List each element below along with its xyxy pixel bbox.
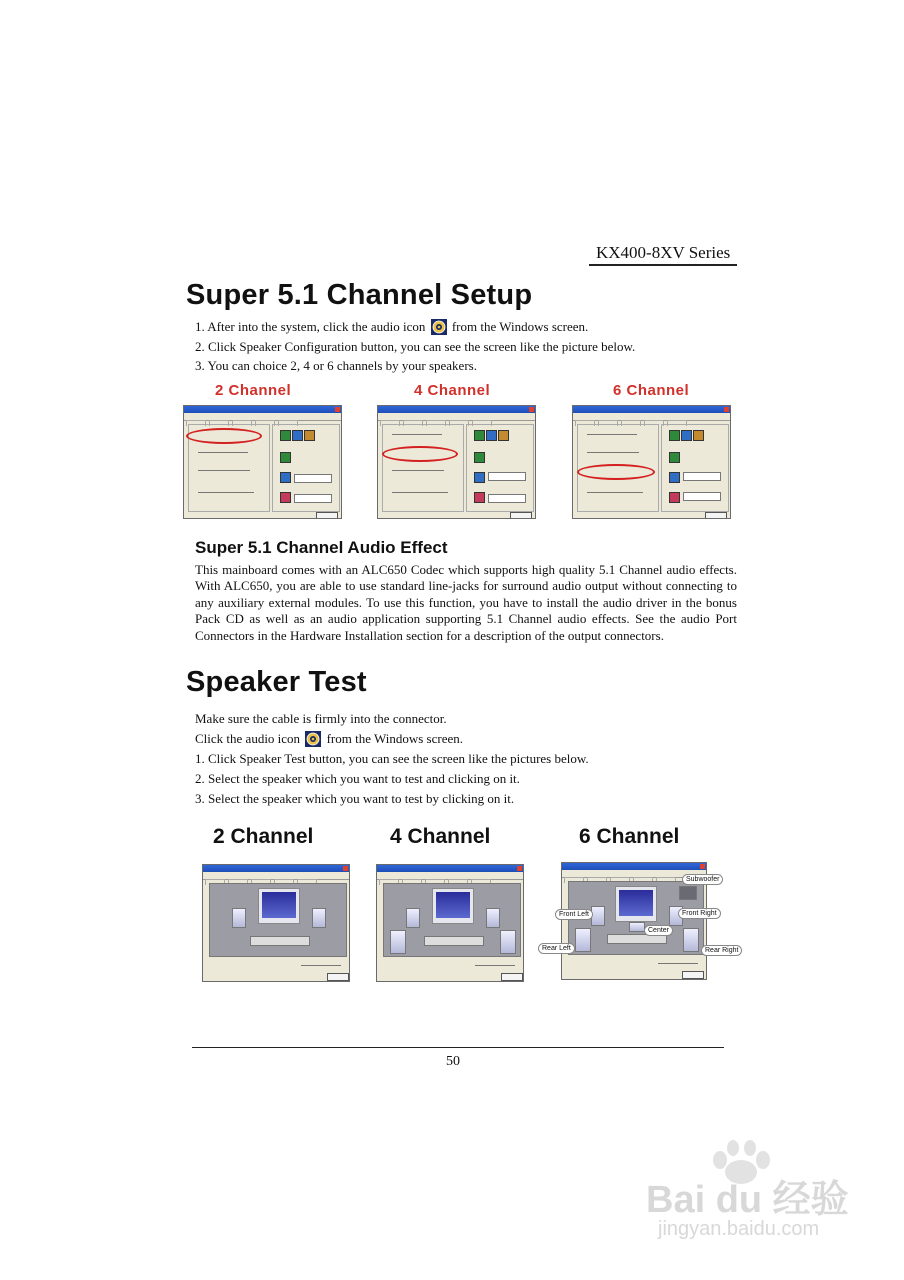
series-title: KX400-8XV Series <box>596 243 731 262</box>
callout-rear-right: Rear Right <box>701 945 742 956</box>
footer-rule <box>192 1047 724 1048</box>
speaker-config-screenshot-4ch <box>377 405 536 519</box>
speaker-config-screenshot-6ch <box>572 405 731 519</box>
speaker-test-step-3: 3. Select the speaker which you want to test by clicking on it. <box>195 791 515 806</box>
section-title-speaker-test: Speaker Test <box>186 666 367 698</box>
audio-speaker-icon <box>431 319 447 335</box>
callout-rear-left: Rear Left <box>538 943 575 954</box>
section-title-audio-effect: Super 5.1 Channel Audio Effect <box>195 538 448 557</box>
speaker-config-screenshot-2ch <box>183 405 342 519</box>
setup-label-4-channel: 4 Channel <box>414 382 491 399</box>
audio-effect-paragraph: This mainboard comes with an ALC650 Codec which supports high quality 5.1 Channel audio effects. With ALC650, you are able to use standard line-jacks for surround audio output without connecting to any auxiliary external modules. To use this function, you have to install the audio driver in the bonus Pack CD as well as an audio application supporting 5.1 Channel audio effects. See the audio Port Connectors in the Hardware Installation section for a description of the output connectors. <box>195 562 737 643</box>
callout-center: Center <box>644 925 673 936</box>
speaker-test-line-1: Make sure the cable is firmly into the connector. <box>195 711 447 726</box>
page-number: 50 <box>446 1054 460 1069</box>
speaker-test-step-1: 1. Click Speaker Test button, you can see the screen like the pictures below. <box>195 751 589 766</box>
speaker-test-screenshot-2ch <box>202 864 350 982</box>
setup-step-1: 1. After into the system, click the audio icon from the Windows screen. <box>195 319 589 334</box>
watermark-brand: Bai du 经验 <box>646 1179 849 1221</box>
setup-label-2-channel: 2 Channel <box>215 382 292 399</box>
watermark-url: jingyan.baidu.com <box>658 1218 820 1240</box>
setup-step-2: 2. Click Speaker Configuration button, you can see the screen like the picture below. <box>195 339 636 354</box>
speaker-test-screenshot-4ch <box>376 864 524 982</box>
audio-speaker-icon <box>305 731 321 747</box>
test-label-2-channel: 2 Channel <box>213 825 314 848</box>
series-underline <box>589 264 737 266</box>
section-title-setup: Super 5.1 Channel Setup <box>186 279 533 311</box>
callout-subwoofer: Subwoofer <box>682 874 723 885</box>
test-label-4-channel: 4 Channel <box>390 825 491 848</box>
speaker-test-step-2: 2. Select the speaker which you want to test and clicking on it. <box>195 771 520 786</box>
speaker-test-line-2: Click the audio icon from the Windows screen. <box>195 731 463 746</box>
callout-front-left: Front Left <box>555 909 593 920</box>
callout-front-right: Front Right <box>678 908 721 919</box>
setup-step-3: 3. You can choice 2, 4 or 6 channels by your speakers. <box>195 358 477 373</box>
setup-label-6-channel: 6 Channel <box>613 382 690 399</box>
test-label-6-channel: 6 Channel <box>579 825 680 848</box>
